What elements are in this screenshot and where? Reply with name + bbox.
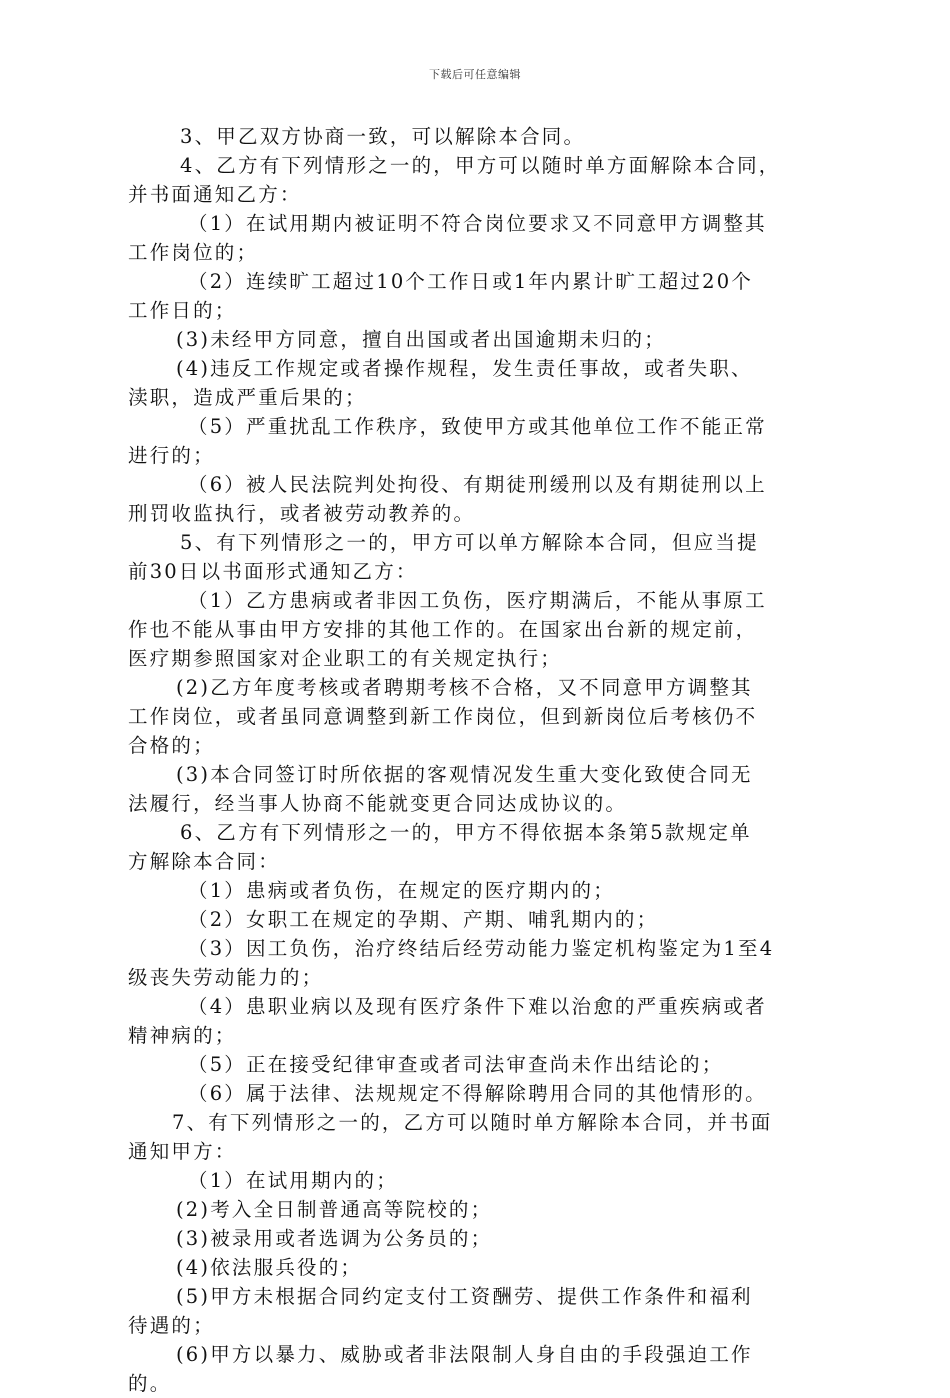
text-line: (4)依法服兵役的； xyxy=(176,1256,363,1279)
text-line: （5）正在接受纪律审查或者司法审查尚未作出结论的； xyxy=(188,1053,724,1076)
text-line: （2）连续旷工超过10个工作日或1年内累计旷工超过20个 xyxy=(188,270,754,293)
text-line: 渎职，造成严重后果的； xyxy=(128,386,367,409)
text-line: 精神病的； xyxy=(128,1024,237,1047)
text-line: （1）在试用期内的； xyxy=(188,1169,398,1192)
text-line: 级丧失劳动能力的； xyxy=(128,966,324,989)
text-line: 进行的； xyxy=(128,444,215,467)
text-line: (4)违反工作规定或者操作规程，发生责任事故，或者失职、 xyxy=(176,357,753,380)
text-line: 4、乙方有下列情形之一的，甲方可以随时单方面解除本合同， xyxy=(180,154,781,177)
text-line: (2)乙方年度考核或者聘期考核不合格，又不同意甲方调整其 xyxy=(176,676,753,699)
text-line: (3)本合同签订时所依据的客观情况发生重大变化致使合同无 xyxy=(176,763,753,786)
text-line: 合格的； xyxy=(128,734,215,757)
text-line: (2)考入全日制普通高等院校的； xyxy=(176,1198,493,1221)
document-body xyxy=(128,122,828,1398)
text-line: (3)被录用或者选调为公务员的； xyxy=(176,1227,493,1250)
text-line: (5)甲方未根据合同约定支付工资酬劳、提供工作条件和福利 xyxy=(176,1285,753,1308)
text-line: 工作日的； xyxy=(128,299,237,322)
text-line: (3)未经甲方同意，擅自出国或者出国逾期未归的； xyxy=(176,328,666,351)
text-line: （5）严重扰乱工作秩序，致使甲方或其他单位工作不能正常 xyxy=(188,415,767,438)
text-line: 前30日以书面形式通知乙方： xyxy=(128,560,418,583)
text-line: 方解除本合同： xyxy=(128,850,280,873)
text-line: 5、有下列情形之一的，甲方可以单方解除本合同，但应当提 xyxy=(180,531,759,554)
text-line: 作也不能从事由甲方安排的其他工作的。在国家出台新的规定前， xyxy=(128,618,758,641)
text-line: 并书面通知乙方： xyxy=(128,183,302,206)
text-line: 刑罚收监执行，或者被劳动教养的。 xyxy=(128,502,476,525)
text-line: (6)甲方以暴力、威胁或者非法限制人身自由的手段强迫工作 xyxy=(176,1343,753,1366)
text-line: 待遇的； xyxy=(128,1314,215,1337)
text-line: （1）在试用期内被证明不符合岗位要求又不同意甲方调整其 xyxy=(188,212,767,235)
page-header: 下载后可任意编辑 xyxy=(429,68,521,81)
text-line: 工作岗位的； xyxy=(128,241,259,264)
text-line: 7、有下列情形之一的，乙方可以随时单方解除本合同，并书面 xyxy=(172,1111,773,1134)
text-line: （2）女职工在规定的孕期、产期、哺乳期内的； xyxy=(188,908,659,931)
text-line: （3）因工负伤，治疗终结后经劳动能力鉴定机构鉴定为1至4 xyxy=(188,937,775,960)
text-line: 通知甲方： xyxy=(128,1140,237,1163)
text-line: 6、乙方有下列情形之一的，甲方不得依据本条第5款规定单 xyxy=(180,821,752,844)
text-line: （1）乙方患病或者非因工负伤，医疗期满后，不能从事原工 xyxy=(188,589,767,612)
text-line: 医疗期参照国家对企业职工的有关规定执行； xyxy=(128,647,563,670)
text-line: （6）属于法律、法规规定不得解除聘用合同的其他情形的。 xyxy=(188,1082,767,1105)
text-line: 工作岗位，或者虽同意调整到新工作岗位，但到新岗位后考核仍不 xyxy=(128,705,758,728)
text-line: （4）患职业病以及现有医疗条件下难以治愈的严重疾病或者 xyxy=(188,995,767,1018)
text-line: （6）被人民法院判处拘役、有期徒刑缓刑以及有期徒刑以上 xyxy=(188,473,767,496)
text-line: 的。 xyxy=(128,1372,172,1395)
text-line: 法履行，经当事人协商不能就变更合同达成协议的。 xyxy=(128,792,628,815)
text-line: （1）患病或者负伤，在规定的医疗期内的； xyxy=(188,879,615,902)
text-line: 3、甲乙双方协商一致，可以解除本合同。 xyxy=(180,125,586,148)
